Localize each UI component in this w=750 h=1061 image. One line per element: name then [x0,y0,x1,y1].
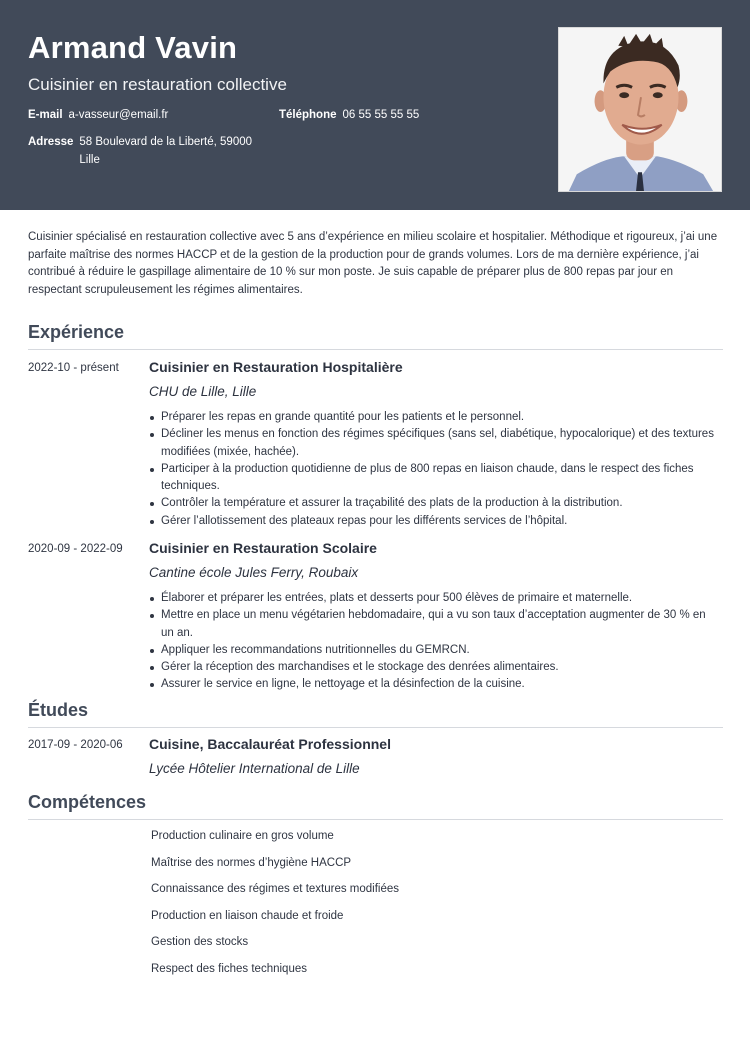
entry-dates: 2017-09 - 2020-06 [28,739,123,751]
contact-email [28,106,168,124]
skill-item: Production en liaison chaude et froide [151,909,344,922]
experience-entry [28,540,723,695]
skill-item: Maîtrise des normes d’hygiène HACCP [151,856,352,869]
profile-photo [558,27,722,192]
bullet-item: Décliner les menus en fonction des régimes spécifiques (sans sel, diabétique, hypocalorique) et des textures modifiées (mixée, hachée). [161,426,721,461]
candidate-name: Armand Vavin [28,30,238,65]
portrait-image [559,28,721,191]
contact-address [28,133,259,169]
email-value[interactable]: a-vasseur@email.fr [68,109,169,121]
bullet-item: Gérer la réception des marchandises et le stockage des denrées alimentaires. [161,659,721,676]
skill-item: Respect des fiches techniques [151,962,307,975]
bullet-item: Contrôler la température et assurer la traçabilité des plats de la production à la distribution. [161,495,721,512]
experience-entry [28,359,723,534]
bullet-item: Mettre en place un menu végétarien hebdomadaire, qui a vu son taux d’acceptation augmenter de 30 % en un an. [161,607,721,642]
skill-item: Production culinaire en gros volume [151,830,334,842]
entry-role: Cuisinier en Restauration Scolaire [149,540,377,556]
contact-phone [279,106,419,124]
profile-summary: Cuisinier spécialisé en restauration collective avec 5 ans d’expérience en milieu scolaire et hospitalier. Méthodique et rigoureux, j’ai une parfaite maîtrise des normes HACCP et de la gestion de la production pour de grands volumes. Lors de ma dernière expérience, j’ai contribué à réduire le gaspillage alimentaire de 10 % sur mon poste. Je suis capable de préparer plus de 800 repas par jour en respectant scrupuleusement les régimes alimentaires. [28,231,718,296]
entry-bullets [161,409,721,530]
email-label: E-mail [28,109,63,121]
section-title-skills: Compétences [28,792,723,820]
skill-item: Gestion des stocks [151,936,249,949]
section-title-experience: Expérience [28,322,723,350]
phone-label: Téléphone [279,109,337,121]
skills-list [151,829,711,989]
address-label: Adresse [28,136,74,148]
job-title: Cuisinier en restauration collective [28,75,287,94]
entry-bullets [161,590,721,694]
skill-item: Connaissance des régimes et textures modifiées [151,883,400,896]
entry-dates: 2022-10 - présent [28,362,119,374]
entry-role: Cuisinier en Restauration Hospitalière [149,359,403,375]
entry-dates: 2020-09 - 2022-09 [28,543,123,555]
bullet-item: Assurer le service en ligne, le nettoyage et la désinfection de la cuisine. [161,676,721,693]
address-value: 58 Boulevard de la Liberté, 59000 Lille [79,136,253,166]
entry-organization: Lycée Hôtelier International de Lille [149,761,360,776]
phone-value[interactable]: 06 55 55 55 55 [342,109,420,121]
bullet-item: Gérer l’allotissement des plateaux repas pour les différents services de l’hôpital. [161,513,721,530]
bullet-item: Élaborer et préparer les entrées, plats et desserts pour 500 élèves de primaire et maternelle. [161,590,721,607]
resume-header [0,0,750,210]
entry-role: Cuisine, Baccalauréat Professionnel [149,736,391,752]
education-entry [28,736,723,781]
bullet-item: Participer à la production quotidienne de plus de 800 repas en liaison chaude, dans le respect des fiches techniques. [161,461,721,496]
entry-organization: Cantine école Jules Ferry, Roubaix [149,565,359,580]
bullet-item: Appliquer les recommandations nutritionnelles du GEMRCN. [161,642,721,659]
entry-organization: CHU de Lille, Lille [149,384,257,399]
section-title-education: Études [28,700,723,728]
bullet-item: Préparer les repas en grande quantité pour les patients et le personnel. [161,409,721,426]
